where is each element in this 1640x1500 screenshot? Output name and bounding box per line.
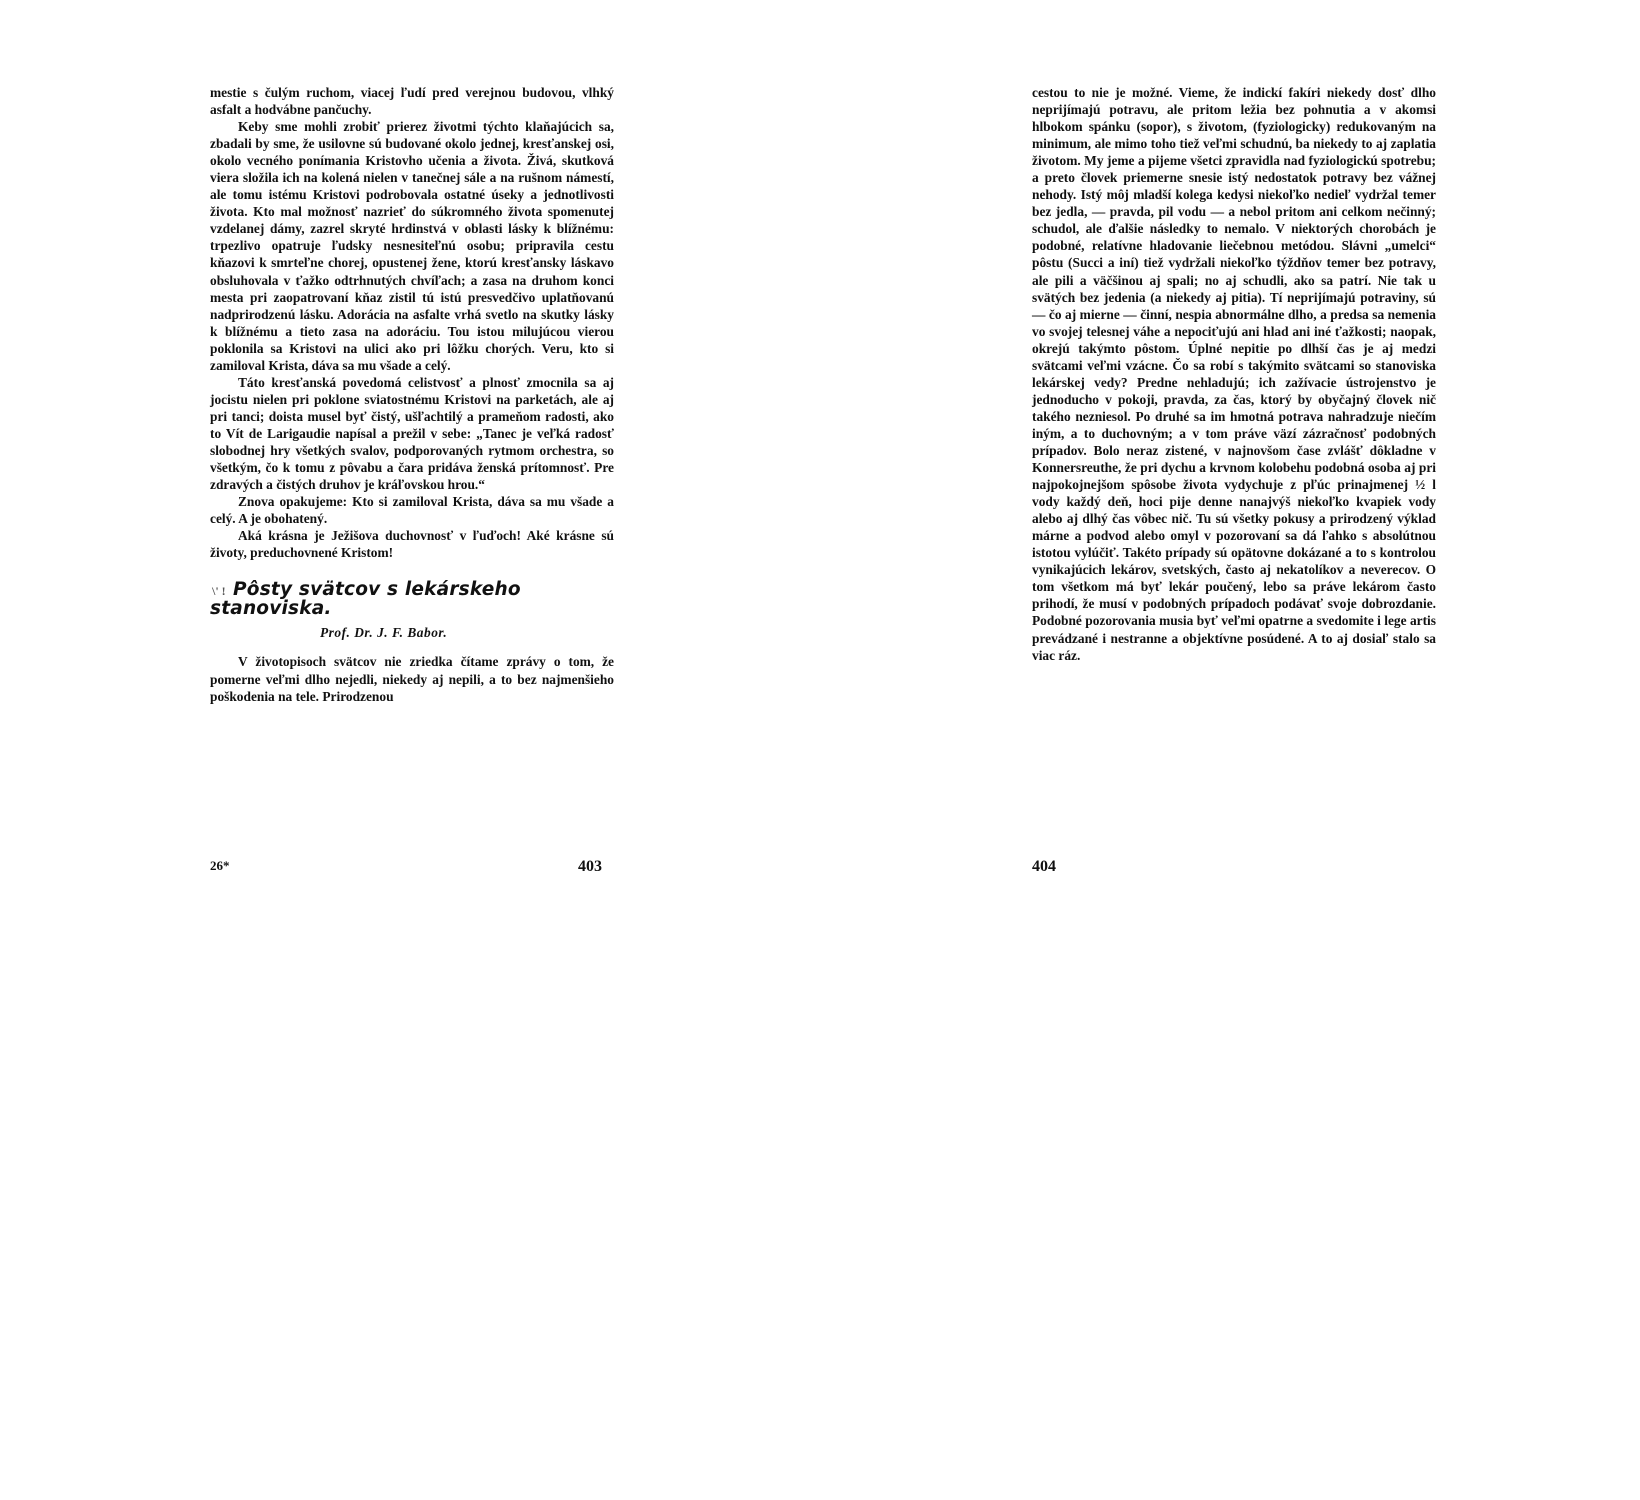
paragraph: Táto kresťanská povedomá celistvosť a plnosť zmocnila sa aj jocistu nielen pri poklone sviatostnému Kristovi na parketách, ale aj pri tanci; doista musel byť čistý, ušľachtilý a prameňom radosti, ako to Vít de Larigaudie napísal a prežil v sebe: „Tanec je veľká radosť slobodnej hry všetkých svalov, podporovaných rytmom orchestra, so všetkým, čo k tomu z pôvabu a čara pridáva ženská prítomnosť. Pre zdravých a čistých druhov je kráľovskou hrou.“	[210, 374, 614, 493]
signature-mark: 26*	[210, 858, 230, 873]
article-author: Prof. Dr. J. F. Babor.	[320, 625, 448, 641]
article-title: Pôsty svätcov s lekárskeho stanoviska.	[210, 579, 521, 620]
paragraph: cestou to nie je možné. Vieme, že indickí fakíri niekedy dosť dlho neprijímajú potravu, ale pritom ležia bez pohnutia a v akomsi hlbokom spánku (sopor), s životom, (fyziologicky) redukovaným na minimum, ale mimo toho tiež veľmi schudnú, ba niekedy to aj zaplatia životom. My jeme a pijeme všetci zpravidla nad fyziologickú spotrebu; a preto človek priemerne snesie istý nedostatok potravy bez vážnej nehody. Istý môj mladší kolega kedysi niekoľko nedieľ vydržal temer bez jedla, — pravda, pil vodu — a nebol pritom ani celkom nečinný; schudol, ale ďalšie následky to nemalo. V niektorých chorobách je podobné, relatívne hladovanie liečebnou metódou. Slávni „umelci“ pôstu (Succi a iní) tiež vydržali niekoľko týždňov temer bez potravy, ale pili a väčšinou aj spali; no aj schudli, ako sa patrí. Nie tak u svätých bez jedenia (a niekedy aj pitia). Tí neprijímajú potraviny, sú — čo aj mierne — činní, nespia abnormálne dlho, a predsa sa nemenia vo svojej telesnej váhe a nepociťujú ani hlad ani iné ťažkosti; naopak, okrejú takýmto pôstom. Úplné nepitie po dlhší čas je aj medzi svätcami veľmi vzácne. Čo sa robí s takýmito svätcami so stanoviska lekárskej vedy? Predne nehladujú; ich zažívacie ústrojenstvo je jednoducho v pokoji, pravda, za čas, ktorý by obyčajný človek nič takého nezniesol. Po druhé sa im hmotná potrava nahradzuje niečím iným, a to duchovným; a v tom práve väzí zázračnosť podobných prípadov. Bolo neraz zistené, v najnovšom čase zvlášť dôkladne v Konnersreuthe, že pri dychu a krvnom kolobehu podobná osoba aj pri najpokojnejšom spôsobe života vydychuje z pľúc prinajmenej ½ l vody každý deň, hoci pije denne nanajvýš niekoľko kvapiek vody alebo aj dlhý čas vôbec nič. Tu sú všetky pokusy a prirodzený výklad márne a podvod alebo omyl v pozorovaní sa dá ľahko s absolútnou istotou vylúčiť. Takéto prípady sú opätovne dokázané a to s kontrolou vynikajúcich lekárov, svetských, často aj nekatolíkov a neverecov. O tom všetkom má byť lekár poučený, lebo sa práve lekárom často prihodí, že musí v podobných prípadoch podávať svoje dobrozdanie. Podobné pozorovania musia byť veľmi opatrne a svedomite i lege artis prevádzané i nestranne a objektívne posúdené. A to aj dosiaľ stalo sa viac ráz.	[1032, 85, 1436, 663]
right-page	[1032, 84, 1436, 664]
left-page	[210, 84, 614, 705]
page-number-left: 403	[578, 858, 602, 875]
left-page-body	[210, 84, 614, 561]
paragraph: V životopisoch svätcov nie zriedka čítame zprávy o tom, že pomerne veľmi dlho nejedli, niekedy aj nepili, a to bez najmenšieho poškodenia na tele. Prirodzenou	[210, 654, 614, 704]
article-body-start	[210, 653, 614, 704]
paragraph: mestie s čulým ruchom, viacej ľudí pred verejnou budovou, vlhký asfalt a hodvábne pančuchy.	[210, 85, 614, 118]
paragraph: Znova opakujeme: Kto si zamiloval Krista, dáva sa mu všade a celý. A je obohatený.	[210, 494, 614, 527]
paragraph: Aká krásna je Ježišova duchovnosť v ľuďoch! Aké krásne sú životy, preduchovnené Kristom!	[210, 528, 614, 561]
page-number-right: 404	[1032, 858, 1056, 875]
paragraph: Keby sme mohli zrobiť prierez životmi týchto klaňajúcich sa, zbadali by sme, že usilovne sú budované okolo jednej, kresťanskej osi, okolo vecného ponímania Kristovho učenia a života. Živá, skutková viera složila ich na kolená nielen v tanečnej sále a na rušnom námestí, ale tomu istému Kristovi podrobovala ostatné úseky a jednotlivosti života. Kto mal možnosť nazrieť do súkromného života spomenutej vzdelanej dámy, zazrel skryté hrdinstvá v oblasti lásky k blížnému: trpezlivo opatruje ľudsky nesnesiteľnú osobu; pripravila cestu kňazovi k smrteľne chorej, opustenej žene, ktorú kresťansky láskavo obsluhovala v ťažko odtrhnutých chvíľach; a zasa na druhom konci mesta pri zaopatrovaní kňaz zistil tú istú presvedčivo uplatňovanú nadprirodzenú lásku. Adorácia na asfalte vrhá svetlo na skutky lásky k blížnému a tieto zasa na adoráciu. Tou istou milujúcou vierou poklonila sa Kristovi na ulici ako pri lôžku chorých. Veru, kto si zamiloval Krista, dáva sa mu všade a celý.	[210, 119, 614, 373]
article-heading-row	[210, 581, 614, 618]
right-page-body	[1032, 84, 1436, 664]
margin-mark: \' !	[212, 584, 226, 599]
